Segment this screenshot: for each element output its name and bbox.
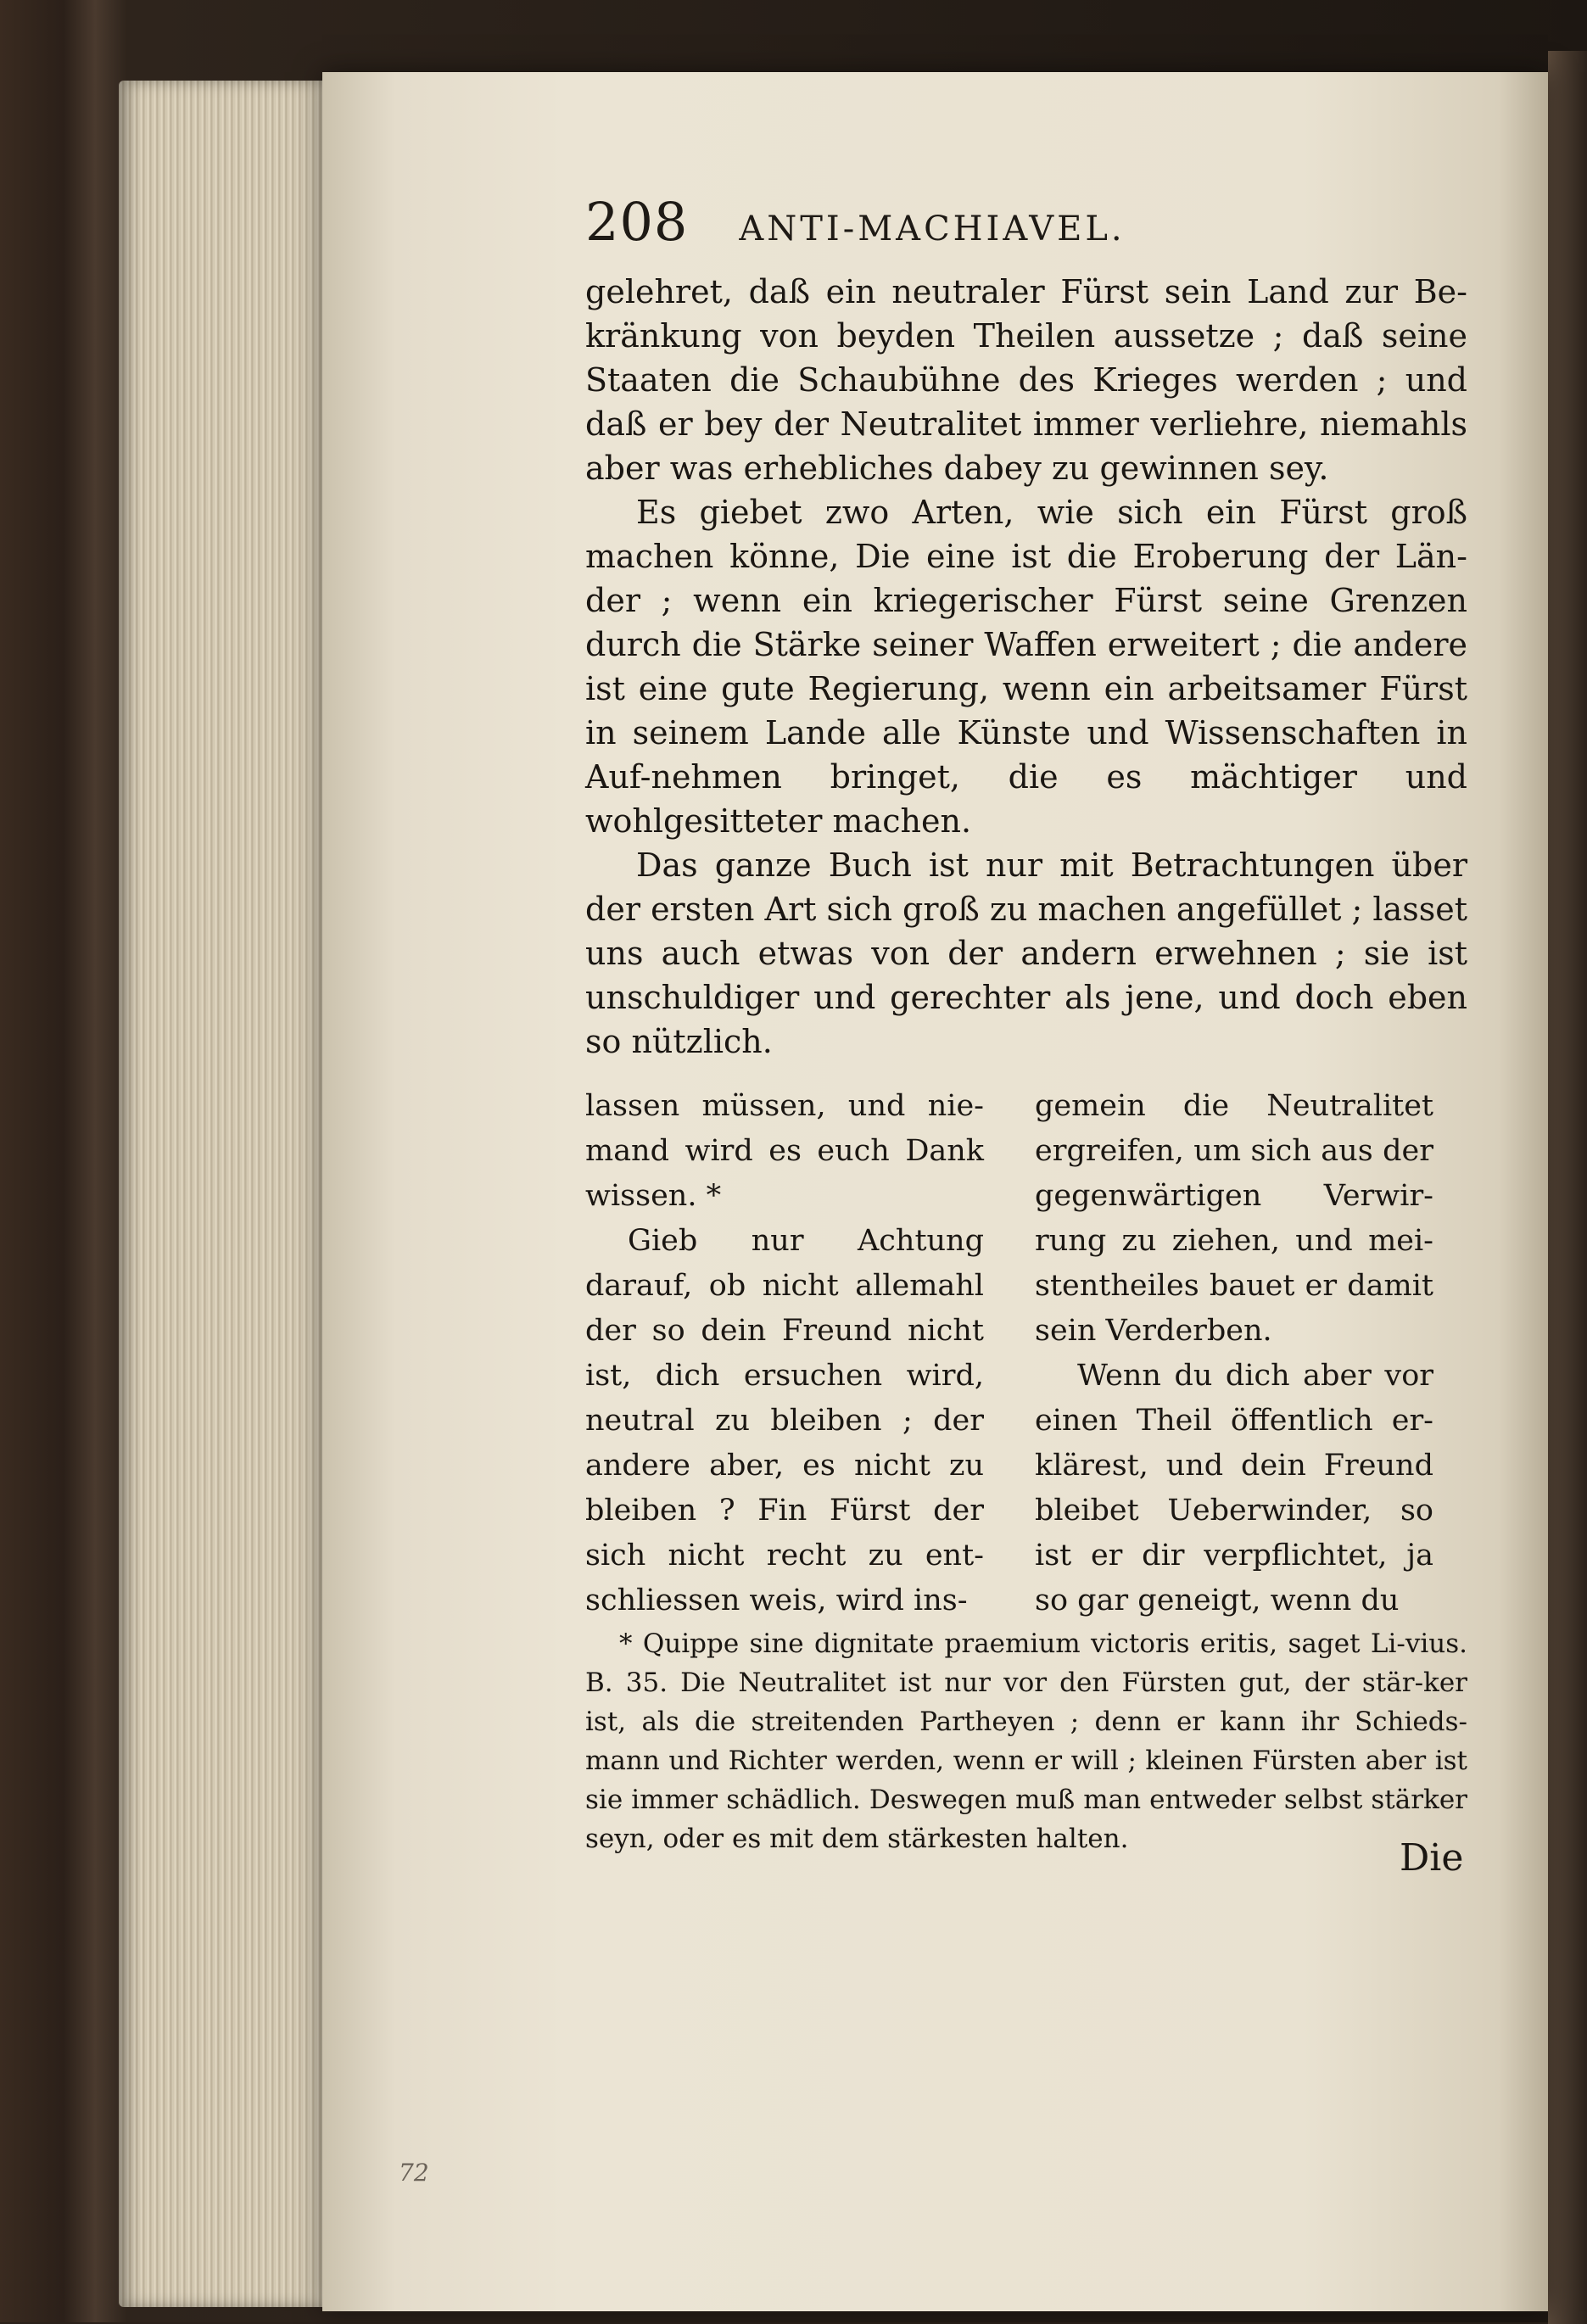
running-head: ANTI-MACHIAVEL. xyxy=(739,209,1126,249)
page-number: 208 xyxy=(585,191,689,253)
catchword: Die xyxy=(1400,1836,1464,1880)
main-paragraph-2: Es giebet zwo Arten, wie sich ein Fürst groß machen könne, Die eine ist die Eroberung der Län-der ; wenn ein kriegerischer Fürst seine Grenzen durch die Stärke seiner Waffen erweitert ; die andere ist eine gute Regierung, wenn ein arbeitsamer Fürst in seinem Lande alle Künste und Wissenschaften in Auf-nehmen bringet, die es mächtiger und wohlgesitteter machen. xyxy=(585,494,1467,840)
left-column xyxy=(585,1084,984,1623)
footnote xyxy=(585,1624,1467,1858)
main-text-block xyxy=(585,270,1467,1064)
two-column-text xyxy=(585,1084,1433,1623)
right-column-paragraph-1: gemein die Neutralitet ergreifen, um sich aus der gegenwärtigen Verwir-rung zu ziehen, und mei-stentheiles bauet er damit sein Verderben. xyxy=(1035,1089,1433,1348)
footnote-text: * Quippe sine dignitate praemium victoris eritis, saget Li-vius. B. 35. Die Neutralitet ist nur vor den Fürsten gut, der stär-ker ist, als die streitenden Partheyen ; denn er kann ihr Schieds-mann und Richter werden, wenn er will ; kleinen Fürsten aber ist sie immer schädlich. Deswegen muß man entweder selbst stärker seyn, oder es mit dem stärkesten halten. xyxy=(585,1628,1467,1854)
page-header xyxy=(585,191,1467,253)
pencil-margin-mark: 72 xyxy=(399,2159,429,2187)
right-column xyxy=(1035,1084,1433,1623)
left-column-paragraph-2: Gieb nur Achtung darauf, ob nicht allemahl der so dein Freund nicht ist, dich ersuchen wird, neutral zu bleiben ; der andere aber, es nicht zu bleiben ? Fin Fürst der sich nicht recht zu ent-schliessen weis, wird ins- xyxy=(585,1224,984,1617)
left-column-paragraph-1: lassen müssen, und nie-mand wird es euch Dank wissen. * xyxy=(585,1089,984,1213)
book-fore-edge xyxy=(119,81,327,2307)
main-paragraph-1: gelehret, daß ein neutraler Fürst sein Land zur Be-kränkung von beyden Theilen aussetze ; daß seine Staaten die Schaubühne des Krieges werden ; und daß er bey der Neutralitet immer verliehre, niemahls aber was erhebliches dabey zu gewinnen sey. xyxy=(585,273,1467,487)
book-right-edge xyxy=(1548,51,1587,2324)
main-paragraph-3: Das ganze Buch ist nur mit Betrachtungen über der ersten Art sich groß zu machen angefüllet ; lasset uns auch etwas von der andern erwehnen ; sie ist unschuldiger und gerechter als jene, und doch eben so nützlich. xyxy=(585,846,1467,1060)
right-column-paragraph-2: Wenn du dich aber vor einen Theil öffentlich er-klärest, und dein Freund bleibet Ueberwinder, so ist er dir verpflichtet, ja so gar geneigt, wenn du xyxy=(1035,1359,1433,1617)
